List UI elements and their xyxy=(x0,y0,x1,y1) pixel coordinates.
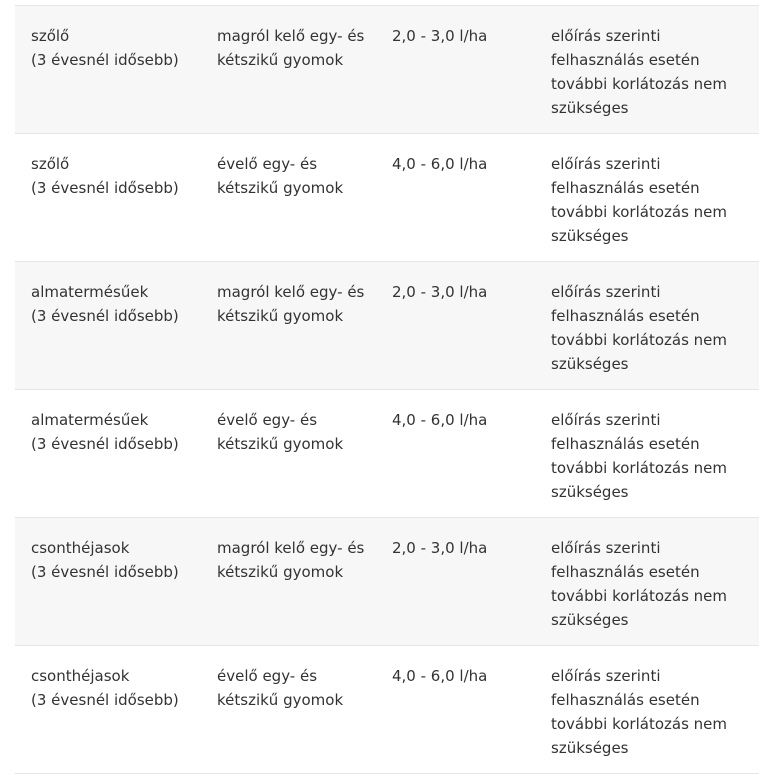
culture-cell: almatermésűek (3 évesnél idősebb) xyxy=(31,411,179,453)
restriction-cell: előírás szerinti felhasználás esetén további korlátozás nem szükséges xyxy=(551,411,728,501)
target-weeds-cell: magról kelő egy- és kétszikű gyomok xyxy=(217,27,365,69)
restriction-cell: előírás szerinti felhasználás esetén további korlátozás nem szükséges xyxy=(551,283,728,373)
restriction-cell: előírás szerinti felhasználás esetén további korlátozás nem szükséges xyxy=(551,155,728,245)
dose-cell: 4,0 - 6,0 l/ha xyxy=(392,667,488,685)
dose-cell: 2,0 - 3,0 l/ha xyxy=(392,27,488,45)
target-weeds-cell: évelő egy- és kétszikű gyomok xyxy=(217,155,344,197)
target-weeds-cell: magról kelő egy- és kétszikű gyomok xyxy=(217,539,365,581)
dose-cell: 4,0 - 6,0 l/ha xyxy=(392,411,488,429)
culture-cell: almatermésűek (3 évesnél idősebb) xyxy=(31,283,179,325)
restriction-cell: előírás szerinti felhasználás esetén további korlátozás nem szükséges xyxy=(551,667,728,757)
usage-table xyxy=(15,5,759,774)
dose-cell: 2,0 - 3,0 l/ha xyxy=(392,539,488,557)
dose-cell: 4,0 - 6,0 l/ha xyxy=(392,155,488,173)
culture-cell: szőlő (3 évesnél idősebb) xyxy=(31,27,179,69)
table-row xyxy=(15,6,759,134)
table-row xyxy=(15,134,759,262)
restriction-cell: előírás szerinti felhasználás esetén további korlátozás nem szükséges xyxy=(551,27,728,117)
target-weeds-cell: évelő egy- és kétszikű gyomok xyxy=(217,411,344,453)
table-row xyxy=(15,518,759,646)
table-row xyxy=(15,646,759,774)
table-row xyxy=(15,390,759,518)
target-weeds-cell: magról kelő egy- és kétszikű gyomok xyxy=(217,283,365,325)
dose-cell: 2,0 - 3,0 l/ha xyxy=(392,283,488,301)
culture-cell: csonthéjasok (3 évesnél idősebb) xyxy=(31,667,179,709)
target-weeds-cell: évelő egy- és kétszikű gyomok xyxy=(217,667,344,709)
table-row xyxy=(15,262,759,390)
culture-cell: szőlő (3 évesnél idősebb) xyxy=(31,155,179,197)
culture-cell: csonthéjasok (3 évesnél idősebb) xyxy=(31,539,179,581)
restriction-cell: előírás szerinti felhasználás esetén további korlátozás nem szükséges xyxy=(551,539,728,629)
